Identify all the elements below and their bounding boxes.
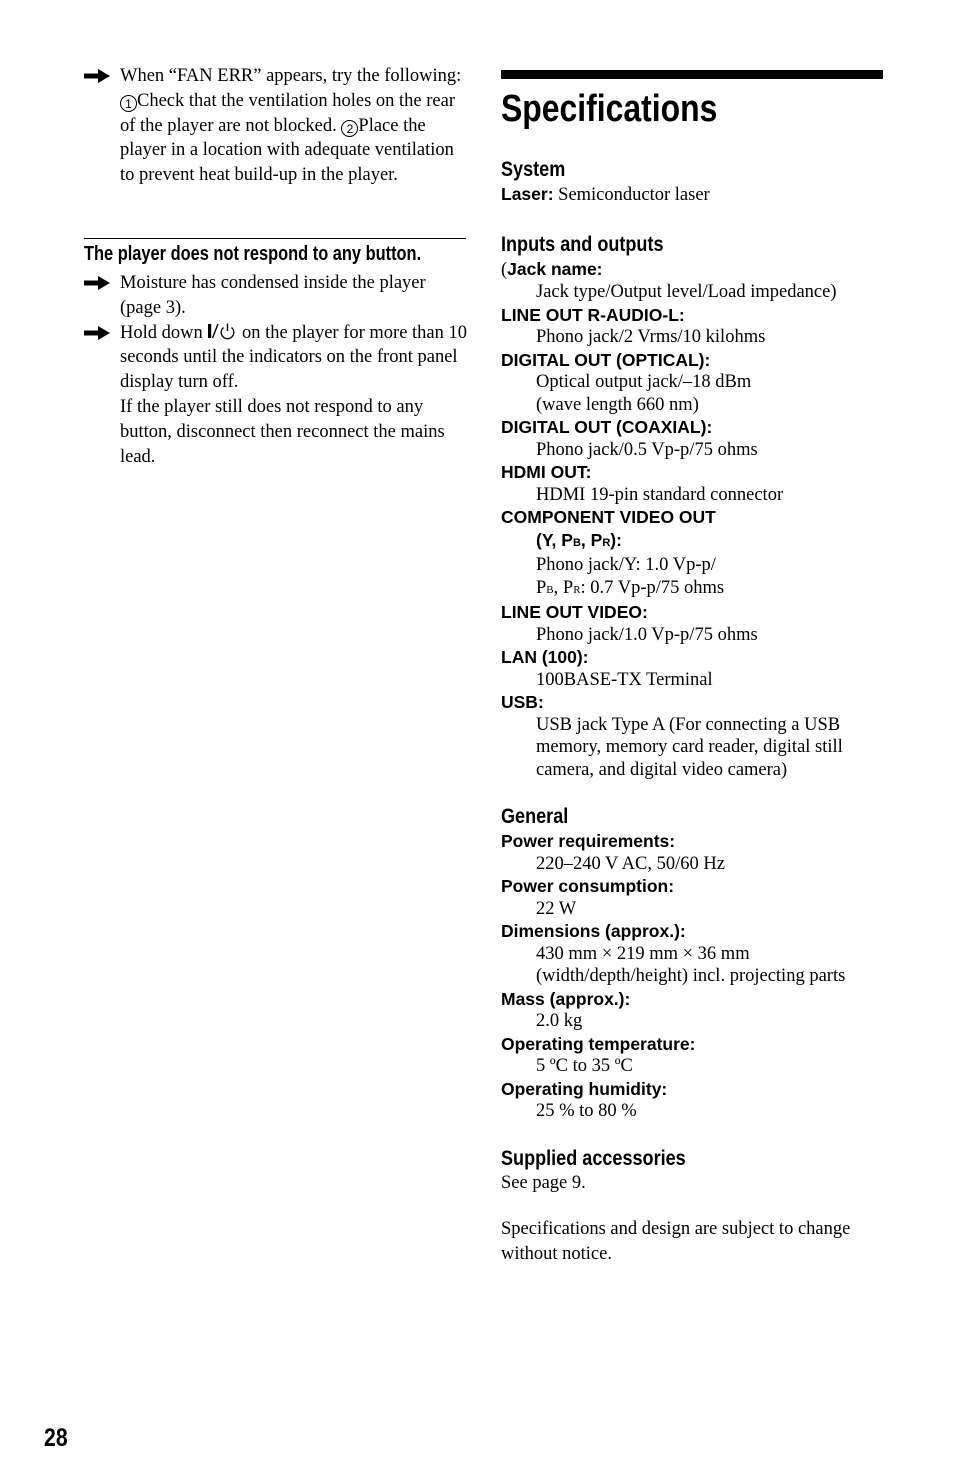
temperature-value: 5 ºC to 35 ºC	[536, 1056, 633, 1076]
no-response-list	[84, 271, 469, 469]
power-req-value: 220–240 V AC, 50/60 Hz	[536, 853, 725, 874]
step-2-icon: 2	[341, 120, 358, 137]
component-label-2: (Y, PB, PR):	[536, 529, 622, 550]
dimensions-label: Dimensions (approx.):	[501, 921, 686, 941]
laser-label: Laser:	[501, 184, 554, 204]
fan-err-text-3: Place the player in a location with adequate ventilation to prevent heat build-up in the player.	[120, 115, 454, 186]
power-cons-label: Power consumption:	[501, 876, 675, 896]
power-req-label: Power requirements:	[501, 831, 676, 851]
heading-bar	[501, 70, 883, 79]
moisture-item	[84, 271, 469, 321]
arrow-icon	[84, 326, 110, 340]
usb-value: USB jack Type A (For connecting a USB memory, memory card reader, digital still camera, and digital video camera)	[536, 714, 843, 780]
power-button-icon	[207, 322, 237, 340]
jack-paren: (	[501, 259, 508, 280]
coaxial-label: DIGITAL OUT (COAXIAL):	[501, 417, 713, 437]
humidity-value: 25 % to 80 %	[536, 1101, 637, 1121]
lan-label: LAN (100):	[501, 647, 589, 667]
inputs-outputs-heading: Inputs and outputs	[501, 231, 664, 256]
line-out-value: Phono jack/2 Vrms/10 kilohms	[536, 327, 766, 347]
component-value-2: PB, PR: 0.7 Vp-p/75 ohms	[536, 577, 725, 598]
optical-value-2: (wave length 660 nm)	[536, 394, 699, 415]
component-value-1: Phono jack/Y: 1.0 Vp-p/	[536, 555, 716, 575]
notice-text: Specifications and design are subject to change without notice.	[501, 1219, 851, 1264]
jack-name-label: Jack name:	[507, 258, 603, 279]
hdmi-label: HDMI OUT:	[501, 462, 592, 482]
hold-text-a: Hold down	[120, 322, 208, 343]
jack-name-row	[501, 258, 883, 282]
general-heading: General	[501, 804, 569, 828]
page-title: Specifications	[501, 88, 718, 130]
hold-text-c: If the player still does not respond to any button, disconnect then reconnect the mains lead.	[120, 396, 445, 467]
humidity-label: Operating humidity:	[501, 1078, 668, 1099]
laser-value: Semiconductor laser	[553, 185, 710, 205]
fan-err-text-1: When “FAN ERR” appears, try the following:	[120, 66, 462, 86]
accessories-heading: Supplied accessories	[501, 1145, 686, 1170]
arrow-icon	[84, 276, 110, 290]
accessories-value: See page 9.	[501, 1172, 586, 1193]
optical-value-1: Optical output jack/–18 dBm	[536, 372, 752, 392]
line-out-video-label: LINE OUT VIDEO:	[501, 602, 648, 622]
temperature-label: Operating temperature:	[501, 1033, 696, 1054]
hold-text-b: on the player for more than 10 seconds until the indicators on the front panel display turn off.	[120, 322, 468, 393]
moisture-text: Moisture has condensed inside the player (page 3).	[120, 273, 426, 318]
no-response-heading: The player does not respond to any button.	[84, 243, 422, 265]
dimensions-value-1: 430 mm × 219 mm × 36 mm	[536, 943, 750, 964]
fan-err-text-2: Check that the ventilation holes on the rear of the player are not blocked.	[120, 90, 455, 136]
step-1-icon: 1	[120, 95, 137, 112]
troubleshooting-column	[84, 64, 469, 188]
section-divider	[84, 238, 466, 239]
coaxial-value: Phono jack/0.5 Vp-p/75 ohms	[536, 439, 758, 460]
page-number: 28	[44, 1424, 68, 1452]
hold-item	[84, 321, 469, 470]
usb-label: USB:	[501, 692, 544, 712]
optical-label: DIGITAL OUT (OPTICAL):	[501, 349, 711, 370]
hdmi-value: HDMI 19-pin standard connector	[536, 484, 784, 505]
laser-row	[501, 183, 883, 207]
mass-value: 2.0 kg	[536, 1011, 583, 1031]
dimensions-value-2: (width/depth/height) incl. projecting parts	[536, 966, 846, 986]
lan-value: 100BASE-TX Terminal	[536, 669, 713, 690]
fan-err-item	[84, 64, 469, 188]
component-label-1: COMPONENT VIDEO OUT	[501, 507, 716, 527]
line-out-label: LINE OUT R-AUDIO-L:	[501, 304, 685, 325]
mass-label: Mass (approx.):	[501, 988, 631, 1009]
line-out-video-value: Phono jack/1.0 Vp-p/75 ohms	[536, 624, 758, 645]
jack-name-value: Jack type/Output level/Load impedance)	[536, 282, 837, 302]
specifications-column	[501, 70, 883, 1267]
arrow-icon	[84, 69, 110, 83]
system-heading: System	[501, 157, 566, 181]
power-cons-value: 22 W	[536, 898, 577, 919]
